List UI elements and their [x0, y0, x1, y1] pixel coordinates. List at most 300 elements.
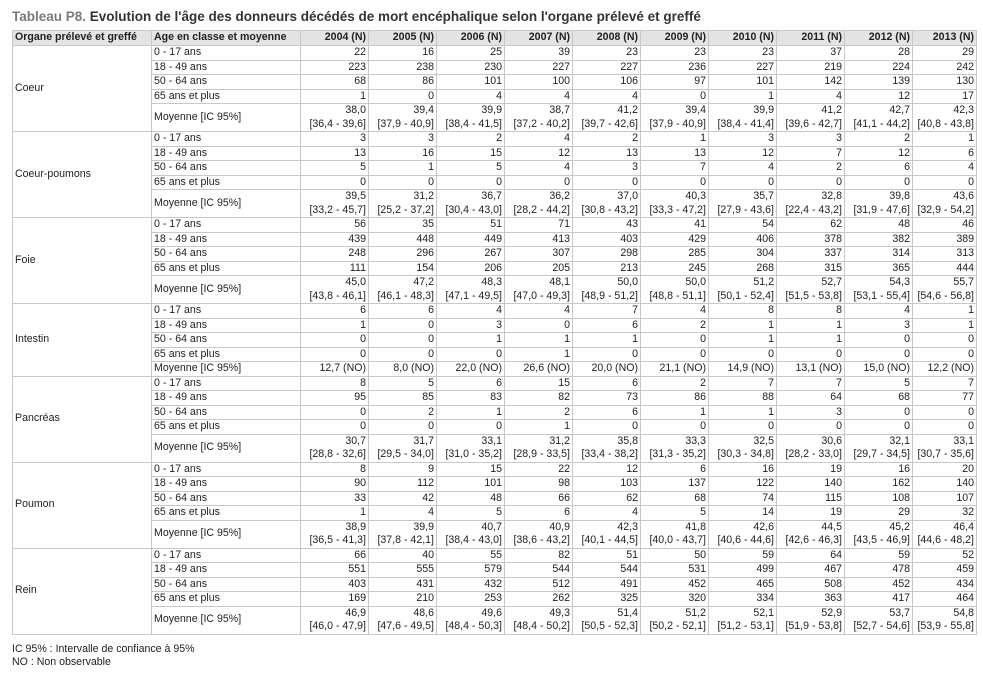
count-cell: 0	[709, 175, 777, 190]
confidence-interval: [39,7 - 42,6]	[581, 117, 638, 130]
confidence-interval: [48,8 - 51,1]	[649, 289, 706, 302]
table-title	[12, 8, 983, 30]
mean-value: 46,4	[953, 520, 974, 533]
count-cell: 2	[505, 405, 573, 420]
count-cell: 0	[641, 333, 709, 348]
count-cell: 0	[641, 420, 709, 435]
confidence-interval: [29,5 - 34,0]	[377, 448, 434, 460]
mean-value: 32,5	[753, 434, 774, 447]
mean-value: 42,3	[617, 520, 638, 533]
count-cell: 0	[777, 347, 845, 362]
count-cell: 1	[641, 405, 709, 420]
mean-cell	[505, 104, 573, 132]
mean-value: 43,6	[953, 190, 974, 202]
mean-value: 14,9 (NO)	[727, 362, 774, 374]
count-cell: 0	[845, 405, 913, 420]
mean-value: 12,7 (NO)	[319, 362, 366, 374]
count-cell: 1	[709, 318, 777, 333]
count-cell: 40	[369, 548, 437, 563]
count-cell: 86	[369, 75, 437, 90]
count-cell: 434	[913, 577, 977, 592]
count-cell: 0	[709, 347, 777, 362]
mean-cell	[437, 434, 505, 462]
table-row	[13, 477, 977, 492]
count-cell: 95	[301, 391, 369, 406]
count-cell: 101	[709, 75, 777, 90]
count-cell: 0	[573, 347, 641, 362]
count-cell: 0	[913, 405, 977, 420]
mean-value: 52,7	[821, 276, 842, 288]
count-cell: 23	[709, 46, 777, 61]
mean-cell	[641, 104, 709, 132]
mean-cell	[301, 190, 369, 218]
count-cell: 219	[777, 60, 845, 75]
count-cell: 162	[845, 477, 913, 492]
mean-cell	[913, 606, 977, 634]
count-cell: 3	[777, 405, 845, 420]
mean-cell	[505, 276, 573, 304]
mean-value: 50,0	[685, 276, 706, 288]
count-cell: 1	[437, 405, 505, 420]
confidence-interval: [44,6 - 48,2]	[917, 534, 974, 546]
organ-cell: Poumon	[13, 462, 152, 548]
count-cell: 66	[301, 548, 369, 563]
count-cell: 130	[913, 75, 977, 90]
count-cell: 0	[505, 318, 573, 333]
count-cell: 432	[437, 577, 505, 592]
count-cell: 16	[709, 462, 777, 477]
mean-cell	[777, 362, 845, 377]
count-cell: 262	[505, 592, 573, 607]
mean-row	[13, 520, 977, 548]
mean-value: 39,9	[481, 104, 502, 116]
table-row	[13, 548, 977, 563]
count-cell: 100	[505, 75, 573, 90]
count-cell: 224	[845, 60, 913, 75]
count-cell: 382	[845, 232, 913, 247]
age-class-cell: 18 - 49 ans	[152, 146, 301, 161]
count-cell: 1	[301, 89, 369, 104]
count-cell: 12	[573, 462, 641, 477]
table-row	[13, 347, 977, 362]
count-cell: 82	[505, 548, 573, 563]
count-cell: 7	[913, 376, 977, 391]
confidence-interval: [28,2 - 44,2]	[513, 203, 570, 216]
count-cell: 52	[913, 548, 977, 563]
count-cell: 464	[913, 592, 977, 607]
count-cell: 1	[913, 132, 977, 147]
count-cell: 320	[641, 592, 709, 607]
table-row	[13, 592, 977, 607]
table-row	[13, 75, 977, 90]
confidence-interval: [52,7 - 54,6]	[853, 620, 910, 632]
count-cell: 242	[913, 60, 977, 75]
count-cell: 6	[573, 405, 641, 420]
confidence-interval: [22,4 - 43,2]	[785, 203, 842, 216]
count-cell: 8	[777, 304, 845, 319]
table-row	[13, 563, 977, 578]
age-class-cell: 65 ans et plus	[152, 261, 301, 276]
count-cell: 236	[641, 60, 709, 75]
count-cell: 12	[505, 146, 573, 161]
confidence-interval: [51,9 - 53,8]	[785, 620, 842, 632]
mean-cell	[641, 190, 709, 218]
age-class-cell: 18 - 49 ans	[152, 477, 301, 492]
count-cell: 0	[845, 333, 913, 348]
count-cell: 2	[369, 405, 437, 420]
count-cell: 465	[709, 577, 777, 592]
mean-value: 38,0	[345, 104, 366, 116]
mean-row	[13, 606, 977, 634]
count-cell: 4	[845, 304, 913, 319]
age-class-cell: 50 - 64 ans	[152, 161, 301, 176]
mean-row	[13, 434, 977, 462]
table-row	[13, 333, 977, 348]
mean-cell	[505, 606, 573, 634]
mean-label-cell: Moyenne [IC 95%]	[152, 362, 301, 377]
mean-cell	[641, 362, 709, 377]
table-body	[13, 46, 977, 635]
table-title-text: Evolution de l'âge des donneurs décédés de mort encéphalique selon l'organe prélevé et greffé	[86, 9, 701, 24]
count-cell: 0	[573, 175, 641, 190]
mean-value: 31,2	[549, 434, 570, 447]
count-cell: 555	[369, 563, 437, 578]
mean-value: 31,2	[413, 190, 434, 202]
confidence-interval: [30,8 - 43,2]	[581, 203, 638, 216]
mean-cell	[709, 104, 777, 132]
mean-value: 15,0 (NO)	[863, 362, 910, 374]
count-cell: 154	[369, 261, 437, 276]
mean-value: 39,5	[345, 190, 366, 202]
mean-value: 13,1 (NO)	[795, 362, 842, 374]
column-header: 2008 (N)	[573, 31, 641, 46]
count-cell: 12	[845, 89, 913, 104]
count-cell: 0	[913, 347, 977, 362]
count-cell: 4	[437, 304, 505, 319]
table-row	[13, 261, 977, 276]
confidence-interval: [40,1 - 44,5]	[581, 534, 638, 546]
count-cell: 0	[641, 175, 709, 190]
mean-label-cell: Moyenne [IC 95%]	[152, 434, 301, 462]
age-class-cell: 0 - 17 ans	[152, 376, 301, 391]
mean-value: 32,8	[821, 190, 842, 202]
count-cell: 39	[505, 46, 573, 61]
age-class-cell: 65 ans et plus	[152, 420, 301, 435]
confidence-interval: [37,9 - 40,9]	[377, 117, 434, 130]
count-cell: 101	[437, 75, 505, 90]
mean-cell	[777, 434, 845, 462]
count-cell: 325	[573, 592, 641, 607]
count-cell: 0	[845, 420, 913, 435]
organ-cell: Intestin	[13, 304, 152, 377]
count-cell: 35	[369, 218, 437, 233]
table-row	[13, 491, 977, 506]
count-cell: 1	[709, 89, 777, 104]
count-cell: 223	[301, 60, 369, 75]
mean-value: 8,0 (NO)	[393, 362, 434, 374]
table-header-row	[13, 31, 977, 46]
age-class-cell: 18 - 49 ans	[152, 60, 301, 75]
mean-value: 41,8	[685, 520, 706, 533]
column-header: Organe prélevé et greffé	[13, 31, 152, 46]
mean-value: 39,9	[413, 520, 434, 533]
count-cell: 1	[301, 506, 369, 521]
table-row	[13, 506, 977, 521]
count-cell: 0	[641, 347, 709, 362]
count-cell: 3	[369, 132, 437, 147]
mean-value: 42,6	[753, 520, 774, 533]
count-cell: 378	[777, 232, 845, 247]
count-cell: 337	[777, 247, 845, 262]
count-cell: 3	[301, 132, 369, 147]
count-cell: 267	[437, 247, 505, 262]
count-cell: 48	[845, 218, 913, 233]
mean-value: 42,3	[953, 104, 974, 116]
mean-cell	[709, 520, 777, 548]
count-cell: 3	[845, 318, 913, 333]
confidence-interval: [32,9 - 54,2]	[917, 203, 974, 216]
mean-value: 51,4	[617, 606, 638, 619]
mean-value: 51,2	[753, 276, 774, 288]
mean-cell	[777, 606, 845, 634]
count-cell: 508	[777, 577, 845, 592]
count-cell: 22	[301, 46, 369, 61]
table-row	[13, 218, 977, 233]
count-cell: 227	[709, 60, 777, 75]
table-row	[13, 146, 977, 161]
count-cell: 140	[913, 477, 977, 492]
mean-value: 45,0	[345, 276, 366, 288]
count-cell: 4	[913, 161, 977, 176]
mean-cell	[709, 606, 777, 634]
count-cell: 5	[641, 506, 709, 521]
count-cell: 64	[777, 548, 845, 563]
mean-value: 49,3	[549, 606, 570, 619]
count-cell: 142	[777, 75, 845, 90]
mean-cell	[505, 520, 573, 548]
mean-value: 41,2	[617, 104, 638, 116]
count-cell: 55	[437, 548, 505, 563]
count-cell: 73	[573, 391, 641, 406]
age-class-cell: 0 - 17 ans	[152, 462, 301, 477]
count-cell: 444	[913, 261, 977, 276]
count-cell: 0	[437, 175, 505, 190]
mean-row	[13, 276, 977, 304]
count-cell: 452	[641, 577, 709, 592]
mean-value: 39,9	[753, 104, 774, 116]
count-cell: 413	[505, 232, 573, 247]
count-cell: 7	[709, 376, 777, 391]
table-row	[13, 60, 977, 75]
column-header: 2005 (N)	[369, 31, 437, 46]
count-cell: 307	[505, 247, 573, 262]
count-cell: 29	[845, 506, 913, 521]
count-cell: 88	[709, 391, 777, 406]
count-cell: 64	[777, 391, 845, 406]
confidence-interval: [36,4 - 39,6]	[309, 117, 366, 130]
mean-cell	[437, 276, 505, 304]
age-class-cell: 18 - 49 ans	[152, 391, 301, 406]
mean-cell	[913, 276, 977, 304]
count-cell: 6	[641, 462, 709, 477]
count-cell: 85	[369, 391, 437, 406]
count-cell: 46	[913, 218, 977, 233]
mean-cell	[301, 434, 369, 462]
count-cell: 213	[573, 261, 641, 276]
mean-cell	[369, 606, 437, 634]
count-cell: 12	[845, 146, 913, 161]
confidence-interval: [28,8 - 32,6]	[309, 448, 366, 460]
mean-cell	[573, 276, 641, 304]
mean-value: 33,3	[685, 434, 706, 447]
mean-cell	[369, 362, 437, 377]
count-cell: 0	[845, 347, 913, 362]
count-cell: 0	[301, 347, 369, 362]
count-cell: 403	[573, 232, 641, 247]
mean-value: 32,1	[889, 434, 910, 447]
count-cell: 107	[913, 491, 977, 506]
mean-cell	[301, 104, 369, 132]
age-class-cell: 50 - 64 ans	[152, 247, 301, 262]
count-cell: 0	[505, 175, 573, 190]
count-cell: 12	[709, 146, 777, 161]
mean-row	[13, 190, 977, 218]
table-row	[13, 405, 977, 420]
count-cell: 13	[573, 146, 641, 161]
column-header: 2013 (N)	[913, 31, 977, 46]
count-cell: 8	[301, 376, 369, 391]
count-cell: 66	[505, 491, 573, 506]
mean-cell	[301, 520, 369, 548]
count-cell: 111	[301, 261, 369, 276]
count-cell: 6	[437, 376, 505, 391]
age-class-cell: 50 - 64 ans	[152, 333, 301, 348]
count-cell: 5	[301, 161, 369, 176]
count-cell: 491	[573, 577, 641, 592]
mean-cell	[437, 362, 505, 377]
count-cell: 15	[437, 462, 505, 477]
age-class-cell: 0 - 17 ans	[152, 548, 301, 563]
count-cell: 101	[437, 477, 505, 492]
mean-value: 21,1 (NO)	[659, 362, 706, 374]
confidence-interval: [47,1 - 49,5]	[445, 289, 502, 302]
confidence-interval: [41,1 - 44,2]	[853, 117, 910, 130]
table-label: Tableau P8.	[12, 9, 87, 24]
count-cell: 7	[641, 161, 709, 176]
table-row	[13, 462, 977, 477]
count-cell: 4	[369, 506, 437, 521]
count-cell: 2	[641, 376, 709, 391]
count-cell: 6	[573, 318, 641, 333]
mean-value: 30,6	[821, 434, 842, 447]
count-cell: 8	[301, 462, 369, 477]
donor-age-table	[12, 30, 977, 635]
confidence-interval: [37,9 - 40,9]	[649, 117, 706, 130]
count-cell: 7	[777, 146, 845, 161]
count-cell: 3	[777, 132, 845, 147]
mean-cell	[301, 606, 369, 634]
count-cell: 3	[573, 161, 641, 176]
confidence-interval: [50,1 - 52,4]	[717, 289, 774, 302]
mean-value: 38,9	[345, 520, 366, 533]
table-row	[13, 391, 977, 406]
count-cell: 20	[913, 462, 977, 477]
age-class-cell: 18 - 49 ans	[152, 563, 301, 578]
column-header: 2012 (N)	[845, 31, 913, 46]
count-cell: 59	[845, 548, 913, 563]
count-cell: 4	[573, 506, 641, 521]
mean-value: 50,0	[617, 276, 638, 288]
count-cell: 531	[641, 563, 709, 578]
mean-value: 22,0 (NO)	[455, 362, 502, 374]
count-cell: 448	[369, 232, 437, 247]
confidence-interval: [46,0 - 47,9]	[309, 620, 366, 632]
mean-cell	[573, 520, 641, 548]
age-class-cell: 50 - 64 ans	[152, 405, 301, 420]
count-cell: 0	[301, 333, 369, 348]
mean-cell	[437, 104, 505, 132]
count-cell: 417	[845, 592, 913, 607]
count-cell: 98	[505, 477, 573, 492]
count-cell: 389	[913, 232, 977, 247]
mean-cell	[777, 520, 845, 548]
count-cell: 140	[777, 477, 845, 492]
mean-cell	[777, 276, 845, 304]
mean-value: 55,7	[953, 276, 974, 288]
count-cell: 13	[641, 146, 709, 161]
confidence-interval: [40,6 - 44,6]	[717, 534, 774, 546]
mean-cell	[437, 520, 505, 548]
count-cell: 16	[369, 46, 437, 61]
mean-value: 37,0	[617, 190, 638, 202]
count-cell: 314	[845, 247, 913, 262]
count-cell: 62	[573, 491, 641, 506]
count-cell: 82	[505, 391, 573, 406]
mean-cell	[913, 520, 977, 548]
count-cell: 7	[777, 376, 845, 391]
count-cell: 8	[709, 304, 777, 319]
count-cell: 0	[437, 420, 505, 435]
mean-cell	[301, 362, 369, 377]
column-header: 2006 (N)	[437, 31, 505, 46]
count-cell: 512	[505, 577, 573, 592]
column-header: 2011 (N)	[777, 31, 845, 46]
mean-cell	[505, 362, 573, 377]
count-cell: 112	[369, 477, 437, 492]
count-cell: 1	[641, 132, 709, 147]
confidence-interval: [53,1 - 55,4]	[853, 289, 910, 302]
mean-value: 44,5	[821, 520, 842, 533]
count-cell: 7	[573, 304, 641, 319]
count-cell: 429	[641, 232, 709, 247]
mean-cell	[913, 434, 977, 462]
age-class-cell: 0 - 17 ans	[152, 304, 301, 319]
confidence-interval: [53,9 - 55,8]	[917, 620, 974, 632]
confidence-interval: [43,5 - 46,9]	[853, 534, 910, 546]
mean-cell	[641, 606, 709, 634]
mean-row	[13, 104, 977, 132]
count-cell: 0	[369, 175, 437, 190]
table-row	[13, 161, 977, 176]
mean-value: 47,2	[413, 276, 434, 288]
count-cell: 403	[301, 577, 369, 592]
mean-label-cell: Moyenne [IC 95%]	[152, 104, 301, 132]
count-cell: 1	[505, 420, 573, 435]
organ-cell: Coeur	[13, 46, 152, 132]
age-class-cell: 0 - 17 ans	[152, 46, 301, 61]
count-cell: 83	[437, 391, 505, 406]
table-row	[13, 232, 977, 247]
